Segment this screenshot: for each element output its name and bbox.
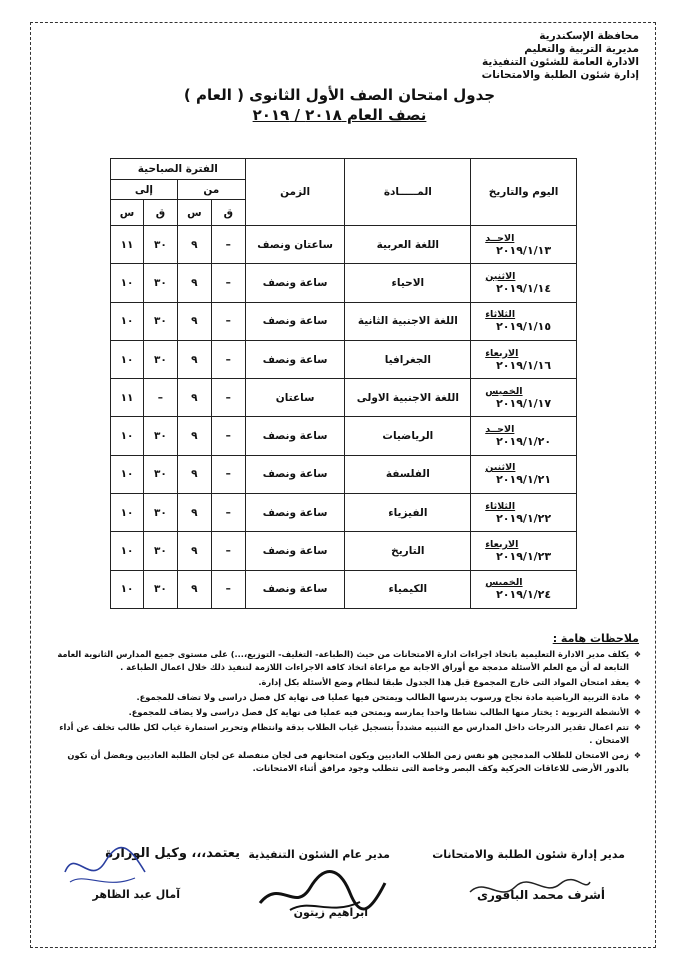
cell-date: ٢٠١٩/١/٢٠ [496, 435, 552, 449]
cell-duration: ساعة ونصف [245, 264, 345, 302]
cell-to-q: ٣٠ [143, 302, 177, 340]
cell-date: ٢٠١٩/١/١٦ [496, 358, 552, 372]
header-from: من [177, 180, 245, 200]
cell-day: الاثنين [485, 462, 516, 474]
cell-duration: ساعة ونصف [245, 570, 345, 608]
cell-day-date [471, 226, 577, 264]
cell-to-s: ١٠ [111, 494, 144, 532]
cell-from-q: – [211, 532, 245, 570]
cell-from-s: ٩ [177, 532, 211, 570]
cell-subject: الفلسفة [345, 455, 471, 493]
notes-title: ملاحظات هامة : [552, 632, 639, 645]
cell-day: الخميس [485, 577, 523, 589]
table-row [111, 264, 577, 302]
cell-date: ٢٠١٩/١/٢٣ [496, 550, 552, 564]
cell-from-s: ٩ [177, 570, 211, 608]
cell-subject: اللغة العربية [345, 226, 471, 264]
cell-from-s: ٩ [177, 264, 211, 302]
cell-date: ٢٠١٩/١/١٧ [496, 396, 552, 410]
header-governorate: محافظة الإسكندرية [539, 30, 639, 42]
table-row [111, 226, 577, 264]
table-row [111, 494, 577, 532]
cell-date: ٢٠١٩/١/٢٤ [496, 588, 552, 602]
cell-date: ٢٠١٩/١/٢١ [496, 473, 552, 487]
cell-to-s: ١١ [111, 226, 144, 264]
header-directorate: مديرية التربية والتعليم [524, 43, 639, 55]
cell-from-q: – [211, 340, 245, 378]
cell-duration: ساعة ونصف [245, 455, 345, 493]
cell-from-s: ٩ [177, 340, 211, 378]
cell-to-q: – [143, 379, 177, 417]
cell-day-date [471, 417, 577, 455]
signature-1-title: مدير إدارة شئون الطلبة والامتحانات [432, 848, 625, 861]
cell-to-q: ٣٠ [143, 532, 177, 570]
cell-subject: الكيمياء [345, 570, 471, 608]
cell-day-date [471, 302, 577, 340]
cell-to-s: ١٠ [111, 340, 144, 378]
cell-to-q: ٣٠ [143, 455, 177, 493]
exam-schedule-table [110, 158, 577, 609]
signature-3-scribble [60, 842, 150, 892]
table-row [111, 340, 577, 378]
cell-date: ٢٠١٩/١/٢٢ [496, 511, 552, 525]
cell-day: الاحــد [485, 424, 515, 436]
header-department: الادارة العامة للشئون التنفيذية [482, 56, 639, 68]
cell-day: الاربعاء [485, 539, 519, 551]
cell-to-s: ١٠ [111, 455, 144, 493]
letterhead [482, 30, 639, 82]
signature-block-1 [425, 848, 625, 908]
header-to: إلى [111, 180, 178, 200]
cell-to-q: ٣٠ [143, 226, 177, 264]
cell-to-s: ١٠ [111, 570, 144, 608]
header-subject: المـــــادة [345, 159, 471, 226]
notes-list [51, 648, 641, 777]
signature-1-name: أشرف محمد الباقورى [476, 888, 605, 902]
cell-date: ٢٠١٩/١/١٤ [496, 281, 552, 295]
signature-2-name: ابراهيم زيتون [293, 906, 368, 919]
cell-duration: ساعة ونصف [245, 417, 345, 455]
cell-day: الثلاثاء [485, 500, 516, 512]
cell-from-q: – [211, 302, 245, 340]
signature-3-title: يعتمد،،، وكيل الوزارة [105, 846, 240, 861]
cell-from-s: ٩ [177, 379, 211, 417]
signature-3-name: آمال عبد الظاهر [92, 888, 180, 901]
note-item: ❖ الأنشطة التربوية : يختار منها الطالب نشاطا واحدا يمارسه ويمتحن فيه عمليا فى نهاية كل فصل دراسى ولا يضاف للمجموع. [51, 706, 641, 719]
page-subtitle: نصف العام ٢٠١٨ / ٢٠١٩ [252, 106, 427, 124]
cell-to-s: ١٠ [111, 417, 144, 455]
cell-day-date [471, 494, 577, 532]
header-morning-period: الفترة الصباحية [111, 159, 246, 180]
header-to-s: س [111, 200, 144, 226]
note-item: ❖ يكلف مدير الادارة التعليمية باتخاذ اجراءات ادارة الامتحانات من حيث (الطباعة- التغليف- التوزيع،...) على مستوى جميع المدارس الثانوية العامة التابعة له أن مع العلم الأسئلة مدمجة مع أوراق الاجابة مع مراعاة اتخاذ كافة الاجراءات اللازمة لتنفيذ ذلك خلال اعمال الطباعة . [51, 648, 641, 674]
cell-subject: اللغة الاجنبية الاولى [345, 379, 471, 417]
cell-duration: ساعة ونصف [245, 532, 345, 570]
signature-block-3 [60, 838, 240, 913]
cell-to-s: ١١ [111, 379, 144, 417]
cell-from-s: ٩ [177, 494, 211, 532]
signature-1-scribble [465, 872, 595, 906]
signature-2-title: مدير عام الشئون التنفيذية [248, 848, 390, 861]
cell-to-s: ١٠ [111, 302, 144, 340]
cell-day-date [471, 532, 577, 570]
cell-from-s: ٩ [177, 417, 211, 455]
cell-duration: ساعة ونصف [245, 340, 345, 378]
header-from-q: ق [211, 200, 245, 226]
table-row [111, 532, 577, 570]
cell-subject: اللغة الاجنبية الثانية [345, 302, 471, 340]
cell-subject: التاريخ [345, 532, 471, 570]
cell-from-s: ٩ [177, 226, 211, 264]
cell-subject: الرياضيات [345, 417, 471, 455]
header-from-s: س [177, 200, 211, 226]
cell-day: الاربعاء [485, 347, 519, 359]
note-item: ❖ تتم اعمال تقدير الدرجات داخل المدارس مع التنبيه مشدداً بتسجيل غياب الطلاب بدقة وانتظام وتحرير استمارة غياب لكل طالب تخلف عن أداء الامتحان . [51, 721, 641, 747]
cell-to-q: ٣٠ [143, 494, 177, 532]
table-row [111, 302, 577, 340]
cell-to-q: ٣٠ [143, 570, 177, 608]
table-row [111, 570, 577, 608]
cell-day-date [471, 455, 577, 493]
cell-duration: ساعة ونصف [245, 494, 345, 532]
cell-to-s: ١٠ [111, 264, 144, 302]
cell-to-q: ٣٠ [143, 264, 177, 302]
cell-duration: ساعة ونصف [245, 302, 345, 340]
cell-day: الاثنين [485, 270, 516, 282]
cell-duration: ساعتان ونصف [245, 226, 345, 264]
cell-day-date [471, 264, 577, 302]
table-row [111, 455, 577, 493]
table-row [111, 417, 577, 455]
cell-day: الثلاثاء [485, 309, 516, 321]
cell-from-q: – [211, 455, 245, 493]
note-item: ❖ مادة التربية الرياضية مادة نجاح ورسوب يدرسها الطالب ويمتحن فيها عمليا فى نهاية كل فصل دراسى ولا تضاف للمجموع. [51, 691, 641, 704]
cell-from-q: – [211, 264, 245, 302]
page-title: جدول امتحان الصف الأول الثانوى ( العام ) [183, 86, 496, 104]
cell-from-q: – [211, 226, 245, 264]
cell-day-date [471, 379, 577, 417]
table-row [111, 379, 577, 417]
cell-to-q: ٣٠ [143, 417, 177, 455]
note-item: ❖ يعقد امتحان المواد التى خارج المجموع قبل هذا الجدول طبقا لنظام وضع الأسئلة بكل إدارة. [51, 676, 641, 689]
cell-from-s: ٩ [177, 455, 211, 493]
note-item: ❖ زمن الامتحان للطلاب المدمجين هو نفس زمن الطلاب العاديين ويكون امتحانهم فى لجان منفصلة عن لجان الطلبة العاديين ويفضل أن تكون بالدور الأرضى للاعاقات الحركية وكف البصر وخاصة التى تتطلب وجود مرافق أثناء الامتحانات. [51, 749, 641, 775]
cell-day: الخميس [485, 385, 523, 397]
cell-date: ٢٠١٩/١/١٥ [496, 320, 552, 334]
cell-from-s: ٩ [177, 302, 211, 340]
cell-subject: الاحياء [345, 264, 471, 302]
cell-from-q: – [211, 494, 245, 532]
header-day-date: اليوم والتاريخ [471, 159, 577, 226]
cell-to-s: ١٠ [111, 532, 144, 570]
signature-block-2 [240, 848, 390, 928]
cell-day-date [471, 570, 577, 608]
header-to-q: ق [143, 200, 177, 226]
cell-from-q: – [211, 417, 245, 455]
header-office: إدارة شئون الطلبة والامتحانات [481, 69, 639, 81]
cell-from-q: – [211, 379, 245, 417]
cell-date: ٢٠١٩/١/١٣ [496, 243, 552, 257]
cell-day-date [471, 340, 577, 378]
cell-from-q: – [211, 570, 245, 608]
header-duration: الزمن [245, 159, 345, 226]
cell-subject: الفيزياء [345, 494, 471, 532]
cell-to-q: ٣٠ [143, 340, 177, 378]
cell-subject: الجغرافيا [345, 340, 471, 378]
cell-duration: ساعتان [245, 379, 345, 417]
cell-day: الاحــد [485, 232, 515, 244]
